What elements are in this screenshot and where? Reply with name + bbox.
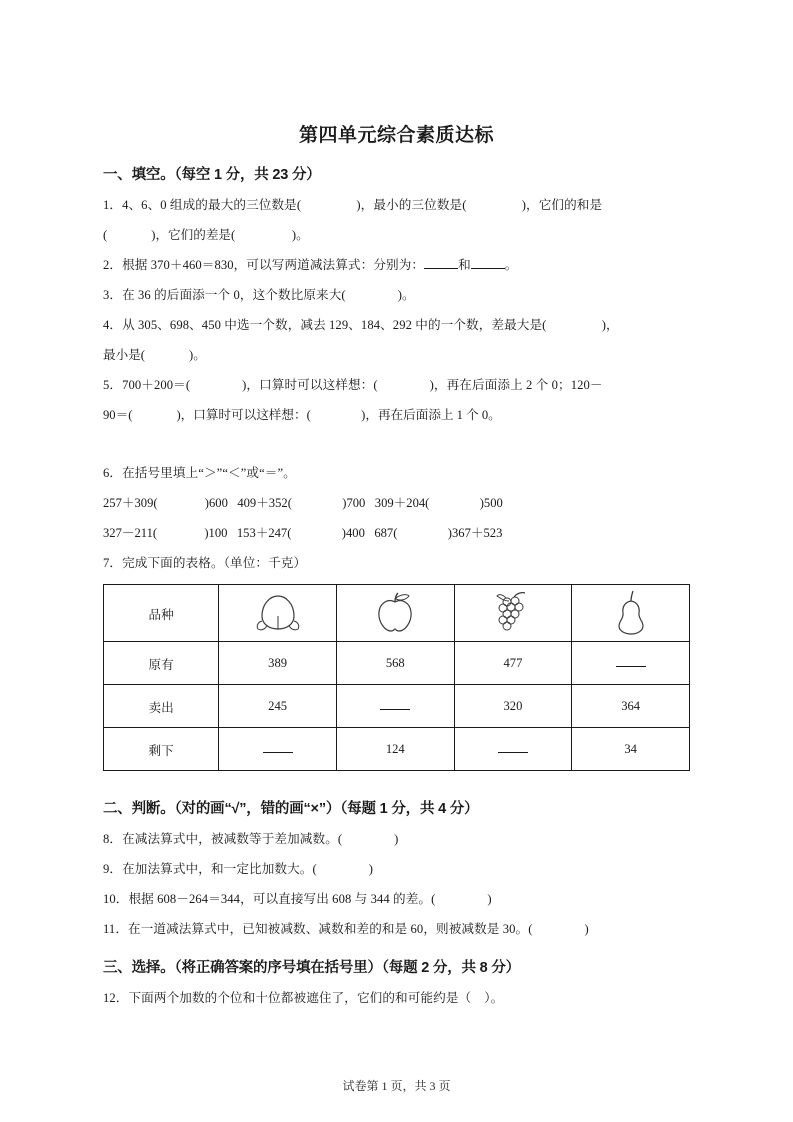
question-11: 11．在一道减法算式中，已知被减数、减数和差的和是 60，则被减数是 30。( ) — [103, 922, 589, 936]
question-2-blank-2[interactable] — [471, 257, 505, 269]
table-cell-original-pear[interactable] — [572, 642, 690, 685]
table-cell-original-peach: 389 — [219, 642, 337, 685]
question-5-line-2: 90＝( )，口算时可以这样想：( )，再在后面添上 1 个 0。 — [103, 408, 501, 422]
question-8: 8．在减法算式中，被减数等于差加减数。( ) — [103, 832, 399, 846]
question-5-line-1: 5．700＋200＝( )，口算时可以这样想：( )，再在后面添上 2 个 0；120－ — [103, 378, 603, 392]
question-4-line-1: 4．从 305、698、450 中选一个数，减去 129、184、292 中的一个数，差最大是( )， — [103, 318, 619, 332]
question-10: 10．根据 608－264＝344，可以直接写出 608 与 344 的差。( ) — [103, 892, 492, 906]
blank-underline — [498, 743, 528, 753]
table-cell-sold-apple[interactable] — [336, 685, 454, 728]
table-row-label-original: 原有 — [104, 642, 219, 685]
blank-underline — [616, 657, 646, 667]
table-row-sold — [104, 685, 690, 728]
table-row-header — [104, 585, 690, 642]
table-row-original — [104, 642, 690, 685]
peach-icon — [250, 590, 306, 636]
question-6-line-2: 257＋309( )600 409＋352( )700 309＋204( )500 — [103, 496, 503, 510]
question-9: 9．在加法算式中，和一定比加数大。( ) — [103, 862, 374, 876]
table-cell-sold-pear: 364 — [572, 685, 690, 728]
section-heading-fill-in-blank: 一、填空。（每空 1 分，共 23 分） — [103, 167, 321, 183]
section-heading-multiple-choice: 三、选择。（将正确答案的序号填在括号里）（每题 2 分，共 8 分） — [103, 960, 520, 976]
table-cell-remaining-peach[interactable] — [219, 728, 337, 771]
table-row-label-sold: 卖出 — [104, 685, 219, 728]
question-12: 12．下面两个加数的个位和十位都被遮住了，它们的和可能约是（ ）。 — [103, 991, 504, 1005]
table-row-label-variety: 品种 — [104, 585, 219, 642]
grapes-icon — [490, 589, 536, 637]
table-cell-remaining-pear: 34 — [572, 728, 690, 771]
grapes-icon-cell — [454, 585, 572, 642]
question-2-conjunction: 和 — [458, 258, 471, 272]
pear-icon-cell — [572, 585, 690, 642]
blank-underline — [380, 700, 410, 710]
table-cell-remaining-apple: 124 — [336, 728, 454, 771]
question-1-line-2: ( )，它们的差是( )。 — [103, 228, 309, 242]
table-row-label-remaining: 剩下 — [104, 728, 219, 771]
page-footer: 试卷第 1 页，共 3 页 — [342, 1079, 451, 1093]
table-cell-remaining-grapes[interactable] — [454, 728, 572, 771]
question-1-line-1: 1．4、6、0 组成的最大的三位数是( )，最小的三位数是( )，它们的和是 — [103, 198, 603, 212]
question-3: 3．在 36 的后面添一个 0，这个数比原来大( )。 — [103, 288, 415, 302]
question-4-line-2: 最小是( )。 — [103, 348, 206, 362]
apple-icon — [370, 590, 420, 636]
section-heading-true-false: 二、判断。（对的画“√”，错的画“×”）（每题 1 分，共 4 分） — [103, 801, 479, 817]
table-cell-sold-grapes: 320 — [454, 685, 572, 728]
pear-icon — [610, 589, 652, 637]
table-cell-sold-peach: 245 — [219, 685, 337, 728]
question-7: 7．完成下面的表格。（单位：千克） — [103, 556, 307, 570]
question-6-line-1: 6．在括号里填上“＞”“＜”或“＝”。 — [103, 466, 296, 480]
table-cell-original-grapes: 477 — [454, 642, 572, 685]
question-2-prefix: 2．根据 370＋460＝830，可以写两道减法算式：分别为： — [103, 258, 425, 272]
apple-icon-cell — [336, 585, 454, 642]
blank-underline — [263, 743, 293, 753]
table-cell-original-apple: 568 — [336, 642, 454, 685]
table-row-remaining — [104, 728, 690, 771]
question-2-blank-1[interactable] — [424, 257, 458, 269]
question-2-suffix: 。 — [504, 258, 518, 272]
question-6-line-3: 327－211( )100 153＋247( )400 687( )367＋523 — [103, 526, 503, 540]
page-title: 第四单元综合素质达标 — [298, 125, 494, 146]
fruit-inventory-table — [103, 584, 690, 771]
peach-icon-cell — [219, 585, 337, 642]
question-2 — [103, 250, 690, 280]
